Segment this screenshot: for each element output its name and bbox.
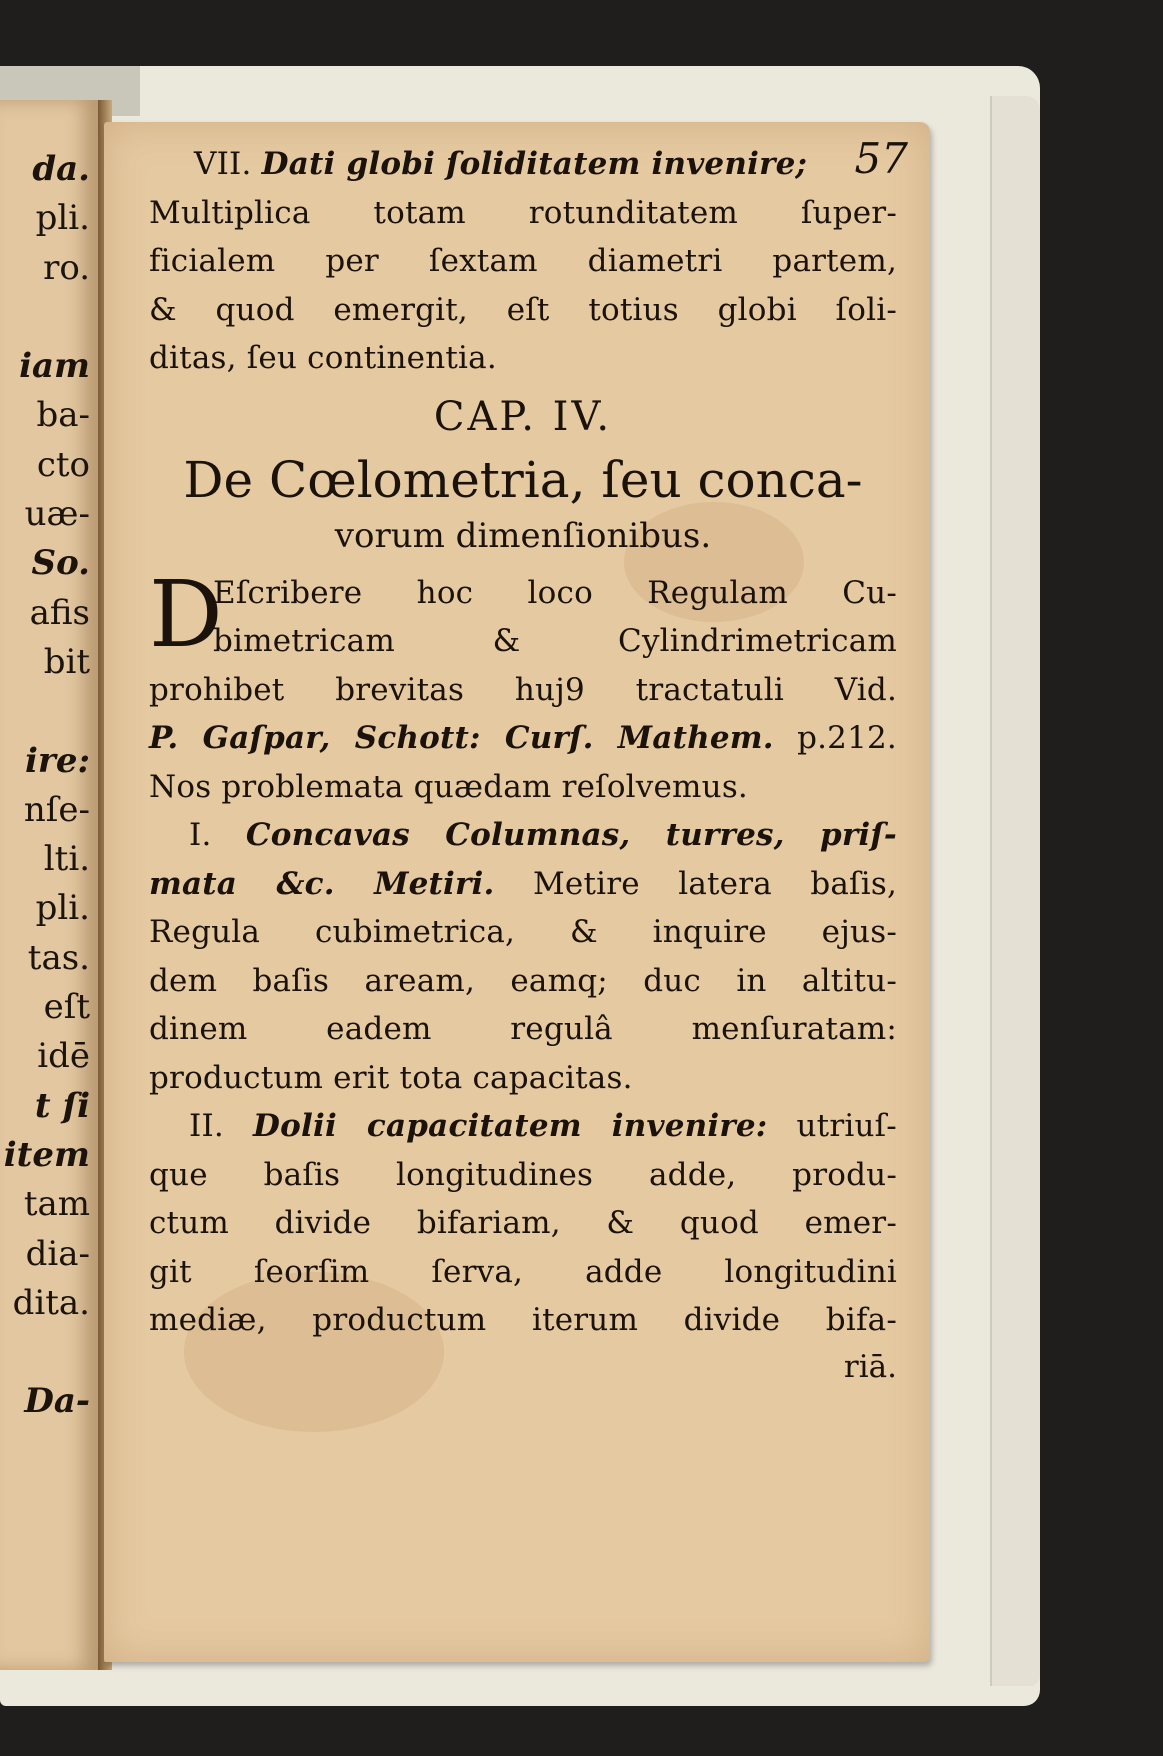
- text-line: productum erit tota capacitas.: [149, 1059, 633, 1096]
- text-line: ditas, ſeu continentia.: [149, 340, 497, 376]
- citation-page: p.212.: [797, 720, 897, 756]
- left-page-fragment: item: [3, 1134, 90, 1175]
- item-heading: Concavas Columnas, turres, priſ-: [245, 817, 897, 853]
- text-line: ctum divide bifariam, & quod emer-: [149, 1205, 897, 1241]
- item-heading: mata &c. Metiri.: [149, 865, 495, 902]
- text-line: que baſis longitudines adde, produ-: [149, 1156, 897, 1193]
- text-line: Multiplica totam rotunditatem ſuper-: [149, 194, 897, 231]
- left-page-fragment: [0, 293, 90, 342]
- left-page-fragment: ba-: [36, 395, 90, 436]
- left-page-fragment: dia-: [25, 1233, 90, 1274]
- item-heading: Dolii capacitatem invenire:: [253, 1108, 768, 1144]
- left-page-fragment: eſt: [43, 987, 90, 1028]
- paragraph-i: [149, 811, 897, 1102]
- left-page-fragment: iam: [19, 346, 90, 387]
- text-line: prohibet brevitas huj9 tractatuli Vid.: [149, 671, 897, 708]
- text-line: mediæ, productum iterum divide bifa-: [149, 1302, 897, 1338]
- text-line: & quod emergit, eſt totius globi ſoli-: [149, 291, 897, 328]
- left-page-fragment: idē: [37, 1036, 90, 1077]
- left-page-fragment: [0, 1328, 90, 1377]
- item-heading: Dati globi ſoliditatem invenire;: [261, 146, 808, 182]
- item-number: I.: [189, 817, 212, 853]
- left-page-fragment: ire:: [24, 740, 90, 781]
- citation: P. Gaſpar, Schott: Curſ. Mathem.: [149, 720, 774, 756]
- chapter-title: De Cœlometria, ſeu conca-: [183, 450, 863, 509]
- left-page-fragment: da.: [32, 149, 90, 189]
- text-line: dinem eadem regulâ menſuratam:: [149, 1011, 897, 1047]
- paragraph-ii: [149, 1102, 897, 1345]
- text-run: utriuſ-: [796, 1108, 897, 1144]
- left-page-fragment: t ſi: [34, 1085, 90, 1126]
- text-line: bimetricam & Cylindrimetricam: [213, 623, 897, 659]
- left-page-text-fragments: [0, 145, 90, 1427]
- cover-edge: [990, 96, 1040, 1686]
- text-line: dem baſis aream, eamq; duc in altitu-: [149, 962, 897, 999]
- left-page-fragment: dita.: [12, 1282, 90, 1323]
- item-number: II.: [189, 1108, 224, 1144]
- left-page-fragment: [0, 687, 90, 736]
- text-line: [149, 811, 897, 860]
- paragraph-vii: [149, 140, 897, 383]
- left-page-fragment: pli.: [35, 198, 90, 239]
- left-page-fragment: bit: [43, 641, 90, 682]
- paragraph-describere: [149, 560, 897, 812]
- text-line: Eſcribere hoc loco Regulam Cu-: [213, 574, 897, 611]
- text-line: [149, 140, 897, 189]
- left-page-fragment: ro.: [43, 247, 90, 288]
- left-page-fragment: nſe-: [23, 789, 90, 830]
- left-page-fragment: tam: [23, 1184, 90, 1225]
- text-line: Regula cubimetrica, & inquire ejus-: [149, 914, 897, 950]
- page-text: [149, 140, 897, 1389]
- left-page-fragment: pli.: [35, 888, 90, 929]
- text-line: [149, 1102, 897, 1151]
- left-page-fragment: lti.: [43, 839, 90, 880]
- text-line: [149, 860, 897, 909]
- left-page-fragment: So.: [31, 543, 90, 584]
- item-number: VII.: [194, 146, 252, 182]
- drop-cap: D: [149, 560, 223, 668]
- text-line: ficialem per ſextam diametri partem,: [149, 243, 897, 279]
- left-facing-page: [0, 100, 98, 1670]
- left-page-fragment: uæ-: [24, 494, 90, 535]
- left-page-fragment: cto: [36, 444, 90, 485]
- chapter-subtitle: vorum dimenſionibus.: [334, 515, 712, 556]
- text-line: Nos problemata quædam reſolvemus.: [149, 768, 748, 805]
- left-page-fragment: tas.: [27, 937, 90, 978]
- page-number: 57: [854, 134, 908, 183]
- text-run: Metire latera baſis,: [532, 865, 898, 902]
- chapter-heading: CAP. IV.: [433, 393, 613, 440]
- catchword: riā.: [843, 1348, 897, 1385]
- main-page: [104, 122, 930, 1662]
- left-page-fragment: Da-: [24, 1381, 90, 1422]
- text-line: [149, 714, 897, 763]
- text-line: git ſeorſim ſerva, adde longitudini: [149, 1253, 897, 1290]
- left-page-fragment: afis: [29, 592, 90, 633]
